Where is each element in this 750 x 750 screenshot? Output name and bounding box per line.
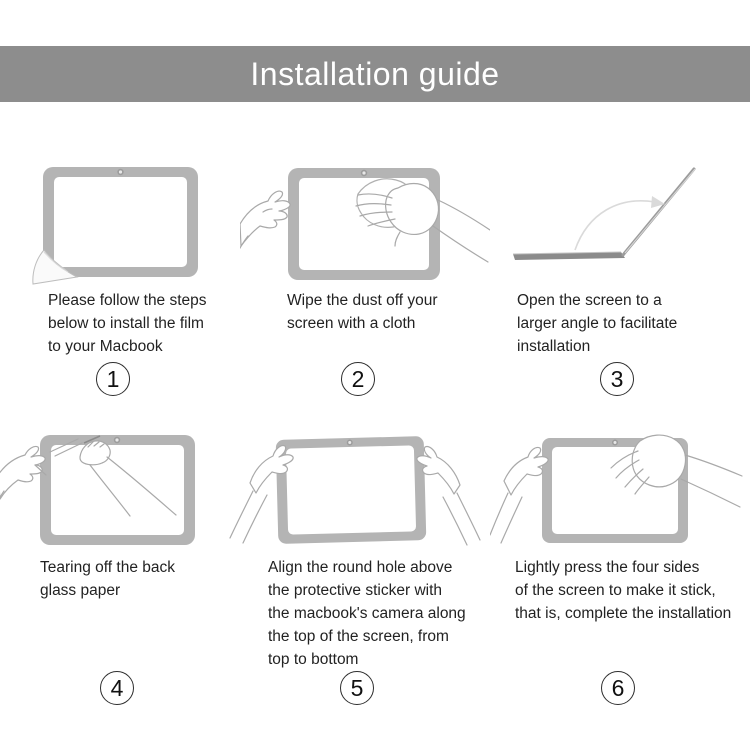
step-2-number-badge: 2 <box>341 362 375 396</box>
step-1-number-badge: 1 <box>96 362 130 396</box>
caption-line: the macbook's camera along <box>268 605 466 622</box>
page-title: Installation guide <box>250 55 500 92</box>
left-hand-icon <box>240 191 290 258</box>
step-6-number-badge: 6 <box>601 671 635 705</box>
caption-line: Wipe the dust off your <box>287 292 438 309</box>
tablet-frame-icon <box>43 167 198 277</box>
step-2-illustration <box>240 158 490 290</box>
left-hand-icon <box>490 447 548 543</box>
step-5-illustration <box>220 425 500 557</box>
step-1-illustration <box>30 158 250 288</box>
step-5-caption <box>268 556 466 671</box>
caption-line: Lightly press the four sides <box>515 559 700 576</box>
right-hand-icon <box>417 447 480 545</box>
caption-line: Please follow the steps <box>48 292 207 309</box>
caption-line: below to install the film <box>48 315 204 332</box>
step-4-number-badge: 4 <box>100 671 134 705</box>
step-2-caption <box>287 289 438 335</box>
caption-line: installation <box>517 338 591 355</box>
step-4-caption <box>40 556 175 602</box>
caption-line: top to bottom <box>268 651 359 668</box>
caption-line: that is, complete the installation <box>515 605 732 622</box>
step-1-caption <box>48 289 207 358</box>
caption-line: the top of the screen, from <box>268 628 449 645</box>
caption-line: to your Macbook <box>48 338 163 355</box>
step-3-caption <box>517 289 677 358</box>
open-arrow-icon <box>575 196 665 250</box>
caption-line: Align the round hole above <box>268 559 453 576</box>
open-laptop-icon <box>513 169 695 260</box>
caption-line: Open the screen to a <box>517 292 662 309</box>
step-6-caption <box>515 556 731 625</box>
tablet-frame-icon <box>276 436 427 544</box>
caption-line: the protective sticker with <box>268 582 443 599</box>
caption-line: of the screen to make it stick, <box>515 582 716 599</box>
left-hand-icon <box>0 446 46 512</box>
caption-line: glass paper <box>40 582 121 599</box>
caption-line: Tearing off the back <box>40 559 175 576</box>
caption-line: larger angle to facilitate <box>517 315 678 332</box>
step-5-number-badge: 5 <box>340 671 374 705</box>
step-6-illustration <box>490 425 750 555</box>
step-3-number-badge: 3 <box>600 362 634 396</box>
caption-line: screen with a cloth <box>287 315 416 332</box>
step-4-illustration <box>0 425 245 555</box>
step-3-illustration <box>495 158 740 273</box>
header-bar <box>0 46 750 102</box>
